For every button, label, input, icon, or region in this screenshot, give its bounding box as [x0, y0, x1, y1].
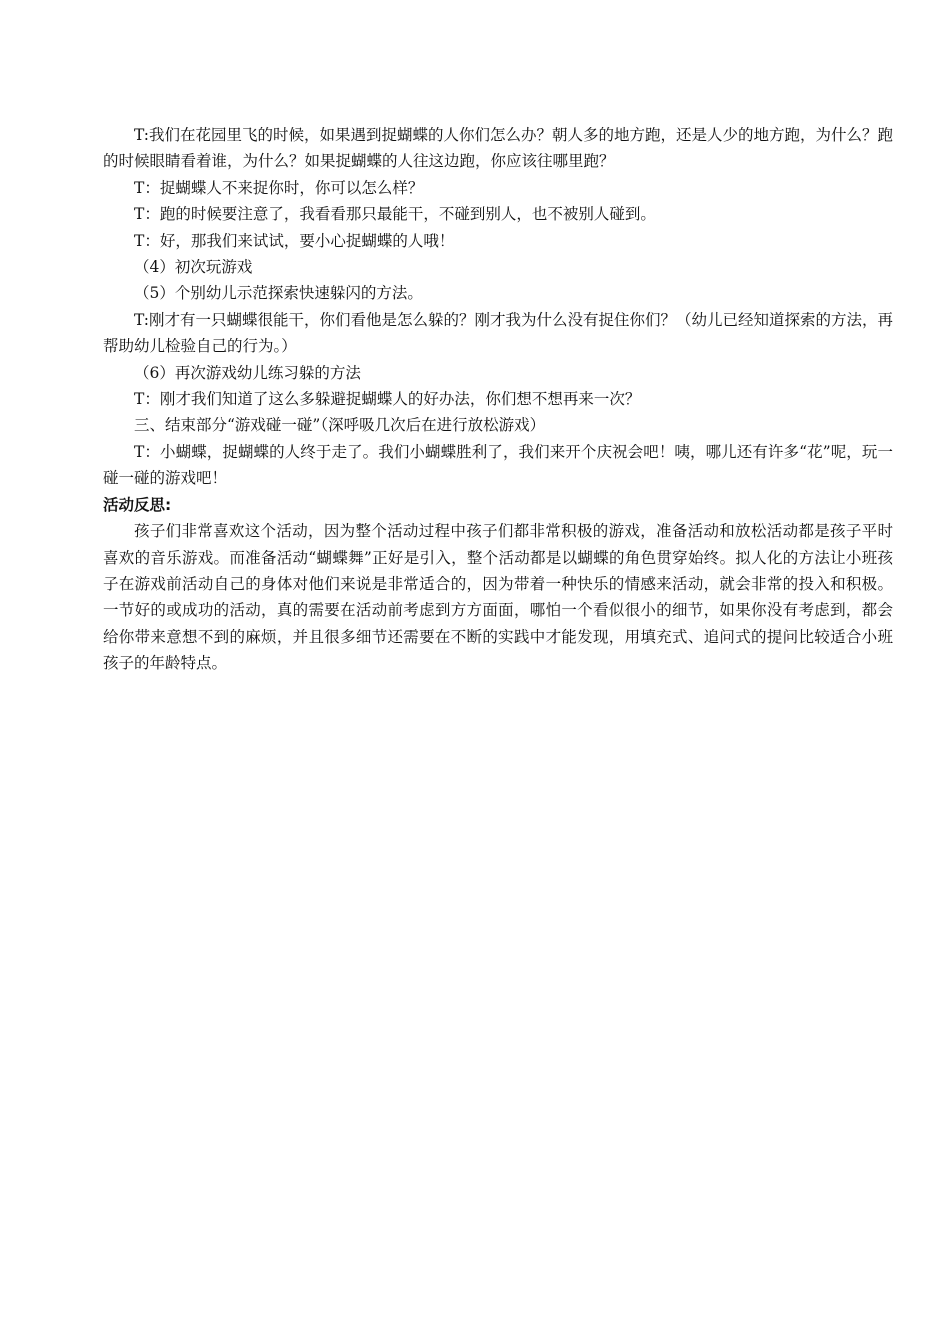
document-body	[103, 122, 893, 677]
section-ending: 三、结束部分“游戏碰一碰”（深呼吸几次后在进行放松游戏）	[134, 416, 546, 435]
paragraph-run-carefully: T：跑的时候要注意了，我看看那只最能干，不碰到别人，也不被别人碰到。	[134, 205, 656, 224]
paragraph-play-again: T：刚才我们知道了这么多躲避捉蝴蝶人的好办法，你们想不想再来一次？	[134, 390, 641, 409]
step-first-game: （4）初次玩游戏	[134, 258, 253, 277]
step-second-game: （6）再次游戏幼儿练习躲的方法	[134, 363, 361, 382]
step-demonstration: （5）个别幼儿示范探索快速躲闪的方法。	[134, 284, 423, 303]
paragraph-try-it: T：好，那我们来试试，要小心捉蝴蝶的人哦！	[134, 231, 455, 250]
paragraph-question-not-chased: T：捉蝴蝶人不来捉你时，你可以怎么样？	[134, 178, 424, 197]
paragraph-question-flee: T:我们在花园里飞的时候，如果遇到捉蝴蝶的人你们怎么办？朝人多的地方跑，还是人少的地方跑，为什么？跑的时候眼睛看着谁，为什么？如果捉蝴蝶的人往这边跑，你应该往哪里跑？	[103, 126, 894, 171]
paragraph-celebration: T：小蝴蝶，捉蝴蝶的人终于走了。我们小蝴蝶胜利了，我们来开个庆祝会吧！咦，哪儿还有许多“花”呢，玩一碰一碰的游戏吧！	[103, 442, 893, 488]
reflection-heading: 活动反思:	[103, 495, 172, 514]
paragraph-how-dodged: T:刚才有一只蝴蝶很能干，你们看他是怎么躲的？刚才我为什么没有捉住你们？（幼儿已经知道探索的方法，再帮助幼儿检验自己的行为。）	[103, 310, 894, 356]
reflection-paragraph: 孩子们非常喜欢这个活动，因为整个活动过程中孩子们都非常积极的游戏，准备活动和放松活动都是孩子平时喜欢的音乐游戏。而准备活动“蝴蝶舞”正好是引入，整个活动都是以蝴蝶的角色贯穿始终。拟人化的方法让小班孩子在游戏前活动自己的身体对他们来说是非常适合的，因为带着一种快乐的情感来活动，就会非常的投入和积极。一节好的或成功的活动，真的需要在活动前考虑到方方面面，哪怕一个看似很小的细节，如果你没有考虑到，都会给你带来意想不到的麻烦，并且很多细节还需要在不断的实践中才能发现，用填充式、追问式的提问比较适合小班孩子的年龄特点。	[103, 522, 893, 673]
